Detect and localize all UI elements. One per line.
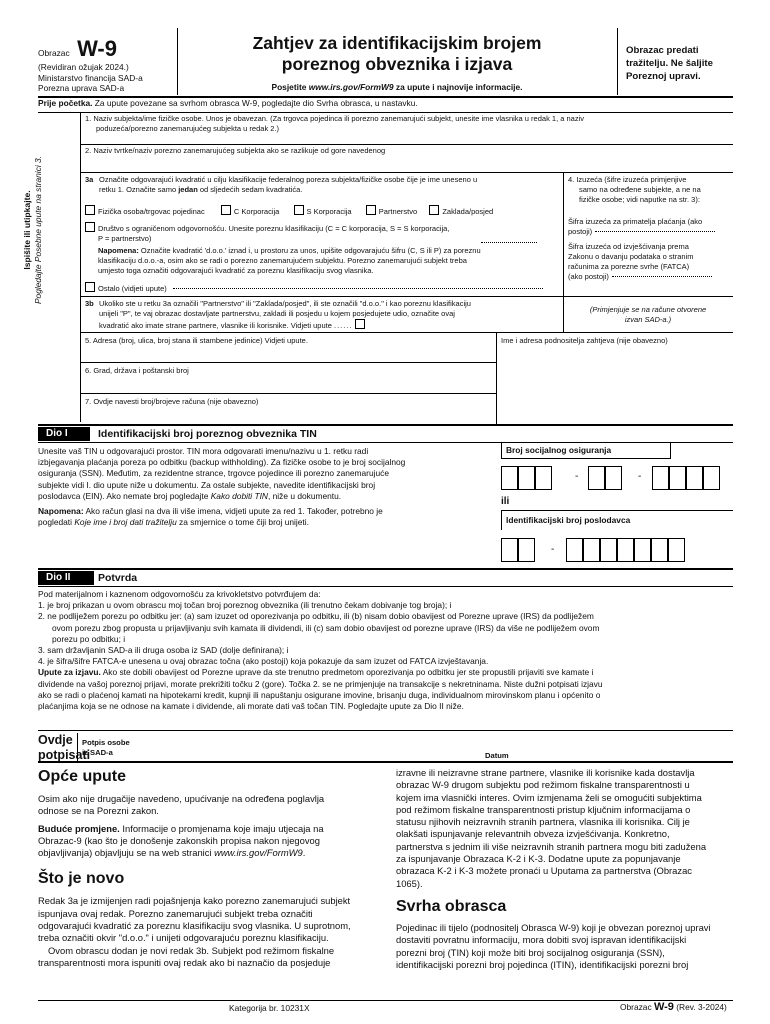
purpose-heading: Svrha obrasca (396, 897, 507, 915)
ssn-digit[interactable] (605, 466, 622, 490)
form-title: Zahtjev za identifikacijskim brojem poreznog obveznika i izjava (252, 33, 542, 74)
ein-digit[interactable] (651, 538, 668, 562)
ssn-dash: - (575, 471, 579, 482)
llc-note: Napomena: Označite kvadratić 'd.o.o.' iznad i, u prostoru za unos, upišite odgovarajuću šifru (C, S ili P) za poreznu klasifikaciju d.o.o.-a, osim ako se radi o porezno zanemarujućem subjektu. Porezno zanemarujući subjekt treba umjesto toga označiti odgovarajući kvadratić za poreznu klasifikaciju svog vlasnika. (98, 246, 481, 275)
ssn-digit[interactable] (652, 466, 669, 490)
fatca-code-field[interactable] (612, 276, 712, 277)
ein-digit[interactable] (518, 538, 535, 562)
ein-digit[interactable] (600, 538, 617, 562)
checkbox-c-corp[interactable]: C Korporacija (221, 207, 279, 216)
other-field[interactable] (173, 288, 543, 289)
line-6-label: 6. Grad, država i poštanski broj (85, 366, 189, 375)
ein-digit[interactable] (634, 538, 651, 562)
ssn-digit[interactable] (669, 466, 686, 490)
irs-url-link[interactable]: www.irs.gov/FormW9 (308, 82, 394, 92)
exempt-payee-code-field[interactable] (595, 231, 715, 232)
classification-options (85, 205, 565, 217)
ssn-digit[interactable] (588, 466, 605, 490)
visit-line: Posjetite www.irs.gov/FormW9 za upute i najnovije informacije. (271, 82, 523, 92)
line-3a-number: 3a (85, 175, 94, 184)
requester-label: Ime i adresa podnositelja zahtjeva (nije obavezno) (501, 336, 668, 345)
ssn-digit[interactable] (686, 466, 703, 490)
footer-form-id: Obrazac W-9 (Rev. 3-2024) (620, 1001, 727, 1013)
print-or-type-side-label: Ispišite ili utipkajte. Pogledajte Posebne upute na stranici 3. (22, 155, 43, 305)
catalog-number: Kategorija br. 10231X (229, 1003, 310, 1013)
part-2-title: Potvrda (98, 572, 138, 584)
part-1-label: Dio I (38, 427, 90, 441)
general-instructions-heading: Opće upute (38, 768, 127, 785)
llc-classification-field[interactable] (481, 242, 537, 243)
line-3b-label: Ukoliko ste u retku 3a označili "Partnerstvo" ili "Zaklada/posjed", ili ste označili "d.o.o." i kao poreznu klasifikaciju unijeli "P", te vaj obrazac dostavljate partnerstvu, zakladi ili posjedu u kojem posjedujete udio, označite ovaj kvadratić ako imate strane partnere, vlasnike ili korisnike. Vidjeti upute ...... (99, 299, 471, 330)
line-3a-label: Označite odgovarajući kvadratić u cilju klasifikacije federalnog poreza subjekta/fizičke osobe čije je ime uneseno u retku 1. Označite samo jedan od sljedećih sedam kvadratića. (99, 175, 478, 194)
line-1-field[interactable] (82, 134, 732, 143)
dept-treasury: Ministarstvo financija SAD-a (38, 73, 143, 83)
ein-digit[interactable] (583, 538, 600, 562)
checkbox-s-corp[interactable]: S Korporacija (294, 207, 352, 216)
line-1-label: 1. Naziv subjekta/ime fizičke osobe. Unos je obavezan. (Za trgovca pojedinca ili porezno zanemarujući subjekt, unesite ime vlasnika u redak 1, a naziv poduzeća/porezno zanemarujućeg subjekta u redak 2.) (85, 114, 585, 133)
ein-digit[interactable] (501, 538, 518, 562)
city-state-zip-field[interactable] (82, 377, 494, 391)
give-form-note: Obrazac predati tražitelju. Ne šaljite Poreznoj upravi. (626, 45, 713, 82)
signature-field[interactable] (140, 737, 480, 757)
part-1-instructions: Unesite vaš TIN u odgovarajući prostor. TIN mora odgovarati imenu/nazivu u 1. retku radi izbjegavanja plaćanja poreza po odbitku (backup withholding). Za fizičke osobe to je broj socijalnog osiguranja (SSN). Međutim, za rezidentne strance, trgovce pojedince ili porezno zanemarujuće subjekte vidi I. dio upute niže u dokumentu. Za ostale subjekte, navedite identifikacijski broj poslodavca (EIN). Ako nemate broj pogledajte Kako dobiti TIN, niže u dokumentu. Napomena: Ako račun glasi na dva ili više imena, vidjeti upute za red 1. Također, potrebno je pogledati Koje ime i broj dati tražitelju za smjernice o tome čiji broj unijeti. (38, 446, 406, 528)
fatca-note: (Primjenjuje se na račune otvorene izvan SAD-a.) (589, 305, 707, 324)
ssn-digit[interactable] (501, 466, 518, 490)
ein-label-box: Identifikacijski broj poslodavca (501, 510, 733, 530)
date-field[interactable] (515, 740, 730, 758)
address-field[interactable] (82, 347, 494, 361)
checkbox-3b[interactable] (355, 319, 365, 329)
before-start: Prije početka. Za upute povezane sa svrhom obrasca W-9, pogledajte dio Svrha obrasca, u nastavku. (38, 98, 418, 108)
ssn-label-box: Broj socijalnog osiguranja (501, 443, 671, 459)
irs-url-link[interactable]: www.irs.gov/FormW9 (214, 847, 303, 859)
part-1-title: Identifikacijski broj poreznog obveznika TIN (98, 428, 317, 440)
form-revision: (Revidiran ožujak 2024.) (38, 62, 129, 72)
checkbox-other[interactable]: Ostalo (vidjeti upute) (85, 282, 561, 294)
instructions-left-column: Opće upute Osim ako nije drugačije navedeno, upućivanje na određena poglavlja odnose se na Porezni zakon. Buduće promjene. Informacije o promjenama koje imaju utjecaja na Obrazac-9 (kao što je donošenje zakonskih propisa nakon njegovog objavljivanja) objavljuju se na web stranici www.irs.gov/FormW9. Što je novo Redak 3a je izmijenjen radi pojašnjenja kako porezno zanemarujući subjekt ispunjava ovaj redak. Porezno zanemarujući subjekt treba označiti odgovarajući kvadratić za poreznu klasifikaciju svog vlasnika. U suprotnom, treba označiti okvir "d.o.o." i unijeti odgovarajuću poreznu klasifikaciju. Ovom obrascu dodan je novi redak 3b. Subjekt pod režimom fiskalne transparentnosti mora ispuniti ovaj redak ako bi naznačio da posjeduje (38, 767, 378, 969)
checkbox-partnership[interactable]: Partnerstvo (366, 207, 417, 216)
instructions-right-column: izravne ili neizravne strane partnere, vlasnike ili korisnike kada dostavlja obrazac W-9 drugom subjektu pod režimom fiskalne transparentnosti u kojem ima vlasnički interes. Ovim izmjenama želi se omogućiti subjektima pod režimom fiskalne transparentnosti pristup ključnim informacijama o statusu njihovih neizravnih stranih partnera, vlasnika ili korisnika. Cilj je olakšati ispunjavanje relevantnih obveza izvješćivanja. Konkretno, partnerstva s jednim ili više neizravnih stranih partnera mogu biti zadužena za ispunjavanje Obrazaca K-2 i K-3. Dodatne upute za popunjavanje obrazaca K-2 i K-3 možete pronaći u Uputama za partnerstva (Obrazac 1065). Svrha obrasca Pojedinac ili tijelo (podnositelj Obrasca W-9) koji je obvezan poreznoj upravi dostaviti povratnu informaciju, mora dobiti svoj ispravan identifikacijski porezni broj (TIN) koji može biti broj socijalnog osiguranja (SSN), identifikacijski porezni broj pojedinca (ITIN), identifikacijski porezni broj (396, 767, 736, 971)
ein-digit[interactable] (566, 538, 583, 562)
checkbox-individual[interactable]: Fizička osoba/trgovac pojedinac (85, 207, 205, 216)
ssn-digit[interactable] (703, 466, 720, 490)
part-2-label: Dio II (38, 571, 94, 585)
form-prefix: Obrazac (38, 48, 70, 58)
dept-irs: Porezna uprava SAD-a (38, 83, 125, 93)
checkbox-llc[interactable]: Društvo s ograničenom odgovornošću. Unesite poreznu klasifikaciju (C = C korporacija, S = S korporacija, P = partnerstvo) (85, 222, 561, 244)
signature-label: Potpis osobe iz SAD-a (82, 738, 130, 757)
ein-digit[interactable] (617, 538, 634, 562)
checkbox-trust-estate[interactable]: Zaklada/posjed (429, 207, 493, 216)
or-label: ili (501, 496, 510, 507)
certification-text: Pod materijalnom i kaznenom odgovornošću za krivokletstvo potvrđujem da: 1. je broj prikazan u ovom obrascu moj točan broj poreznog obveznika (ili trenutno čekam dobivanje tog broja); i 2. ne podliježem porezu po odbitku jer: (a) sam izuzet od oporezivanja po odbitku, ili (b) nisam dobio obavijest od Porezne uprave (IRS) da podliježem ovom porezu zbog propusta u prijavljivanju svih kamata ili dividendi, ili (c) sam dobio obavijest od porezne uprave (IRS) da više ne podliježem ovom porezu po odbitku; i 3. sam državljanin SAD-a ili druga osoba iz SAD (dolje definirana); i 4. je šifra/šifre FATCA-e unesena u ovaj obrazac točna (ako postoji) koja pokazuje da sam izuzet od FATCA izvještavanja. Upute za izjavu. Ako ste dobili obavijest od Porezne uprave da ste trenutno predmetom oporezivanja po odbitku jer ste propustili prijaviti sve kamate i dividende na vašoj poreznoj prijavi, morate prekrižiti točku 2 (gore). Točka 2. se ne primjenjuje na transakcije s nekretninama. Niste dužni potpisati izjavu ako se radi o plaćenoj kamati na hipotekarni kredit, kupnji ili napuštanju osigurane imovine, brisanju duga, individualnom mirovinskom planu i općenito o plaćanjima koja se ne odnose na kamate i dividende, ali morate dati vaš točan TIN. Pogledajte upute za Dio II niže. (38, 589, 603, 712)
ein-dash: - (551, 544, 555, 555)
line-7-label: 7. Ovdje navesti broj/brojeve računa (nije obavezno) (85, 397, 259, 406)
ein-digit[interactable] (668, 538, 685, 562)
line-2-label: 2. Naziv tvrtke/naziv porezno zanemarujućeg subjekta ako se razlikuje od gore navedenog (85, 146, 386, 155)
ssn-digit[interactable] (518, 466, 535, 490)
ssn-digit[interactable] (535, 466, 552, 490)
date-label: Datum (485, 751, 509, 760)
line-2-field[interactable] (82, 157, 732, 170)
line-3b-number: 3b (85, 299, 94, 308)
form-number: W-9 (77, 36, 117, 61)
whats-new-heading: Što je novo (38, 870, 125, 888)
ssn-dash: - (638, 471, 642, 482)
account-numbers-field[interactable] (82, 408, 732, 422)
sign-here-label: Ovdje potpisati (38, 733, 91, 762)
line-5-label: 5. Adresa (broj, ulica, broj stana ili stambene jedinice) Vidjeti upute. (85, 336, 308, 345)
exemptions-box: 4. Izuzeća (šifre izuzeća primjenjive samo na određene subjekte, a ne na fizičke osobe; vidi naputke na str. 3): Šifra izuzeća za primatelja plaćanja (ako postoji) Šifra izuzeća od izvješćivanja prema Zakonu o davanju podataka o stranim računima za porezne svrhe (FATCA) (ako postoji) (568, 175, 728, 282)
